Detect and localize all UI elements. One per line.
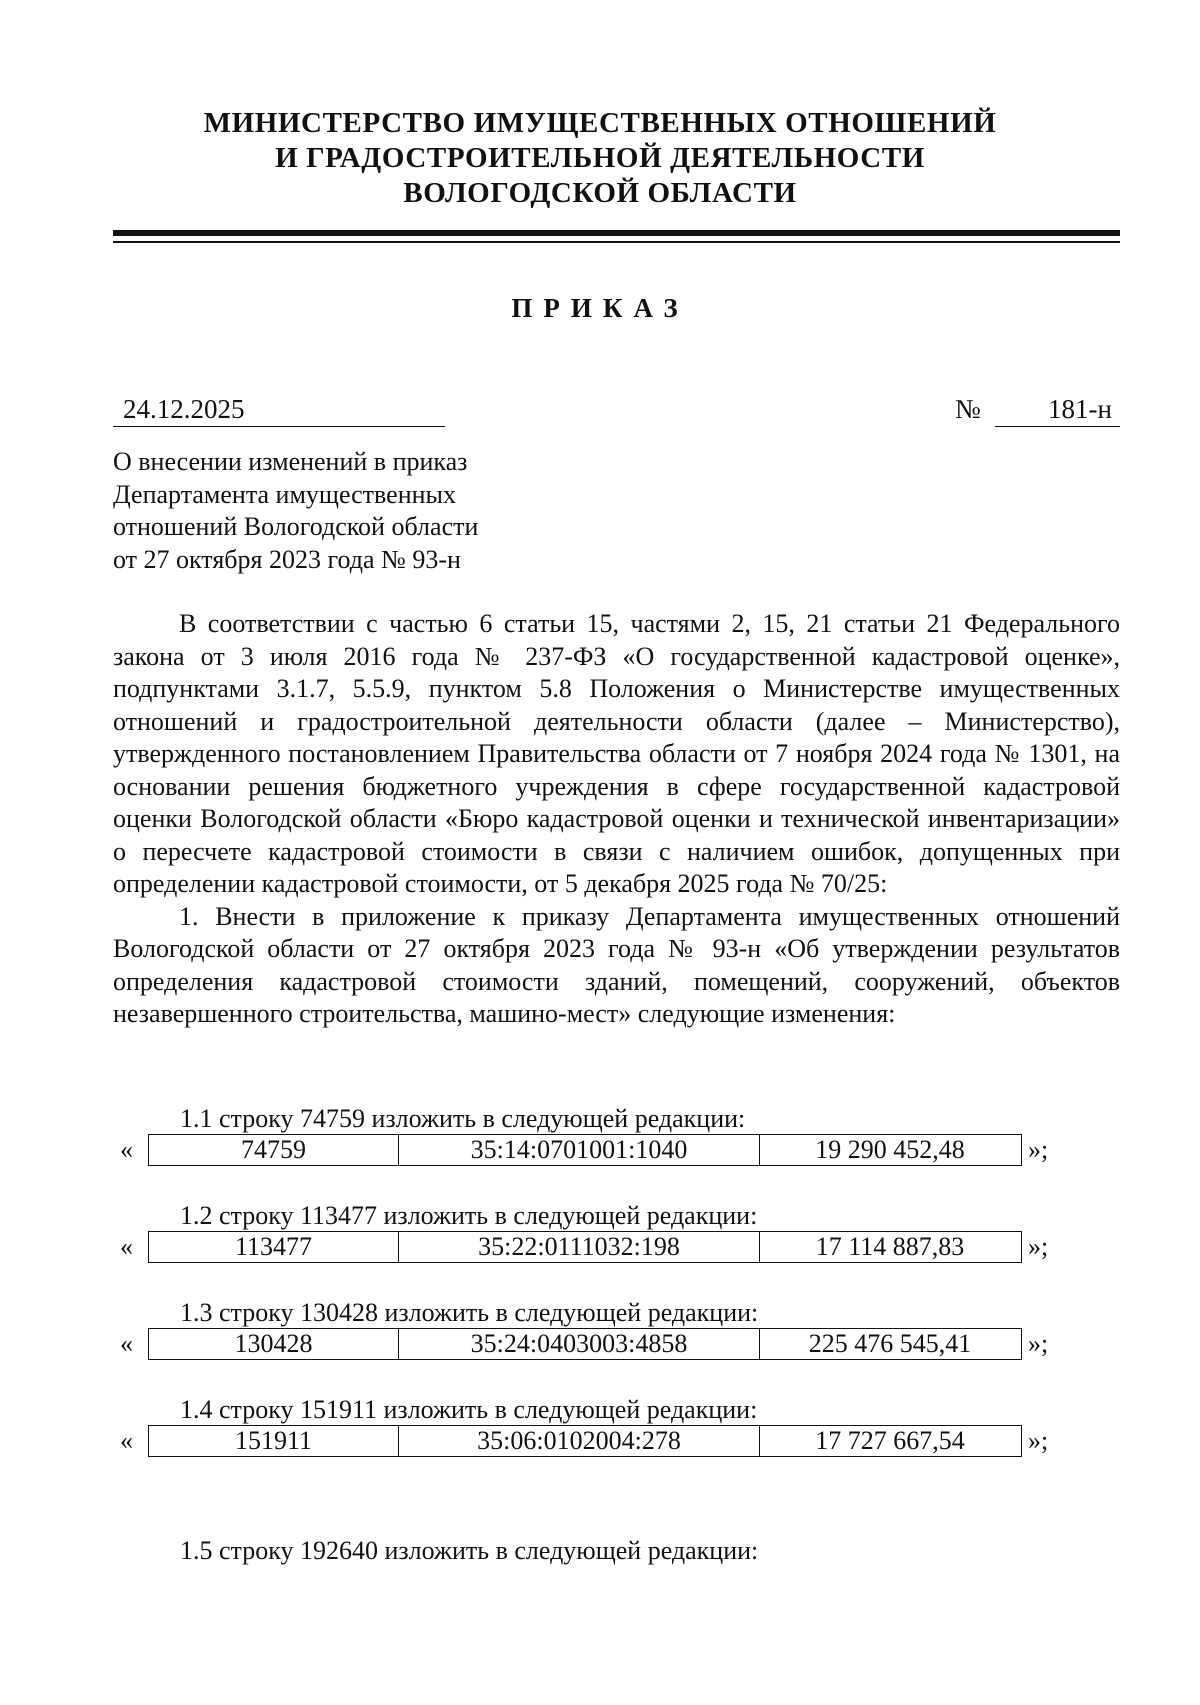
row-number-cell: 130428 (149, 1329, 399, 1359)
quote-open: « (120, 1232, 133, 1261)
amendment-3-table-row (148, 1328, 1022, 1360)
subject-line-1: О внесении изменений в приказ (113, 447, 468, 476)
cadastral-value-cell: 17 727 667,54 (815, 1426, 965, 1455)
cadastral-value-cell: 17 114 887,83 (815, 1232, 965, 1261)
preamble-paragraph: В соответствии с частью 6 статьи 15, частями 2, 15, 21 статьи 21 Федерального закона от 3 июля 2016 года № 237-ФЗ «О государственной кадастровой оценке», подпунктами 3.1.7, 5.5.9, пунктом 5.8 Положения о Министерстве имущественных отношений и градостроительной деятельности области (далее – Министерство), утвержденного постановлением Правительства области от 7 ноября 2024 года № 1301, на основании решения бюджетного учреждения в сфере государственной кадастровой оценки Вологодской области «Бюро кадастровой оценки и технической инвентаризации» о пересчете кадастровой стоимости в связи с наличием ошибок, допущенных при определении кадастровой стоимости, от 5 декабря 2025 года № 70/25: (113, 609, 1120, 898)
amendment-1-table-row (148, 1134, 1022, 1166)
quote-open: « (120, 1329, 133, 1358)
quote-close: »; (1028, 1135, 1049, 1164)
order-date: 24.12.2025 (113, 393, 445, 427)
subject-line-3: отношений Вологодской области (113, 512, 479, 541)
order-number-label: № (955, 394, 981, 424)
amendment-4-table-row (148, 1425, 1022, 1457)
amendment-2-label: 1.2 строку 113477 изложить в следующей редакции: (180, 1201, 758, 1230)
row-number-cell: 113477 (149, 1232, 399, 1262)
order-subject (113, 446, 543, 576)
subject-line-2: Департамента имущественных (113, 479, 456, 509)
quote-close: »; (1028, 1426, 1049, 1455)
clause-1-paragraph: 1. Внести в приложение к приказу Департамента имущественных отношений Вологодской области от 27 октября 2023 года № 93-н «Об утверждении результатов определения кадастровой стоимости зданий, помещений, сооружений, объектов незавершенного строительства, машино-мест» следующие изменения: (113, 901, 1120, 1028)
quote-open: « (120, 1135, 133, 1164)
row-number-cell: 151911 (149, 1426, 399, 1456)
cadastral-number-cell: 35:14:0701001:1040 (399, 1135, 760, 1165)
ministry-header-line-2: И ГРАДОСТРОИТЕЛЬНОЙ ДЕЯТЕЛЬНОСТИ (275, 142, 925, 174)
cadastral-number-cell: 35:24:0403003:4858 (399, 1329, 760, 1359)
amendment-1-label: 1.1 строку 74759 изложить в следующей редакции: (180, 1104, 746, 1133)
cadastral-value-cell: 19 290 452,48 (815, 1135, 965, 1164)
cadastral-value-cell: 225 476 545,41 (808, 1329, 972, 1358)
cadastral-number-cell: 35:22:0111032:198 (399, 1232, 760, 1262)
quote-open: « (120, 1426, 133, 1455)
amendment-5-label: 1.5 строку 192640 изложить в следующей редакции: (180, 1536, 759, 1565)
cadastral-number-cell: 35:06:0102004:278 (399, 1426, 760, 1456)
order-body (113, 608, 1120, 1031)
subject-line-4: от 27 октября 2023 года № 93-н (113, 544, 461, 574)
ministry-header-line-1: МИНИСТЕРСТВО ИМУЩЕСТВЕННЫХ ОТНОШЕНИЙ (203, 107, 997, 139)
quote-close: »; (1028, 1232, 1049, 1261)
ministry-header (0, 106, 1200, 211)
header-rule-thin (113, 241, 1120, 243)
document-type-title: ПРИКАЗ (511, 293, 689, 323)
row-number-cell: 74759 (149, 1135, 399, 1165)
ministry-header-line-3: ВОЛОГОДСКОЙ ОБЛАСТИ (403, 177, 797, 209)
amendment-2-table-row (148, 1231, 1022, 1263)
amendment-4-label: 1.4 строку 151911 изложить в следующей редакции: (180, 1395, 758, 1424)
quote-close: »; (1028, 1329, 1049, 1358)
amendment-3-label: 1.3 строку 130428 изложить в следующей редакции: (180, 1298, 759, 1327)
order-number: 181-н (995, 393, 1120, 427)
header-rule-thick (113, 230, 1120, 236)
